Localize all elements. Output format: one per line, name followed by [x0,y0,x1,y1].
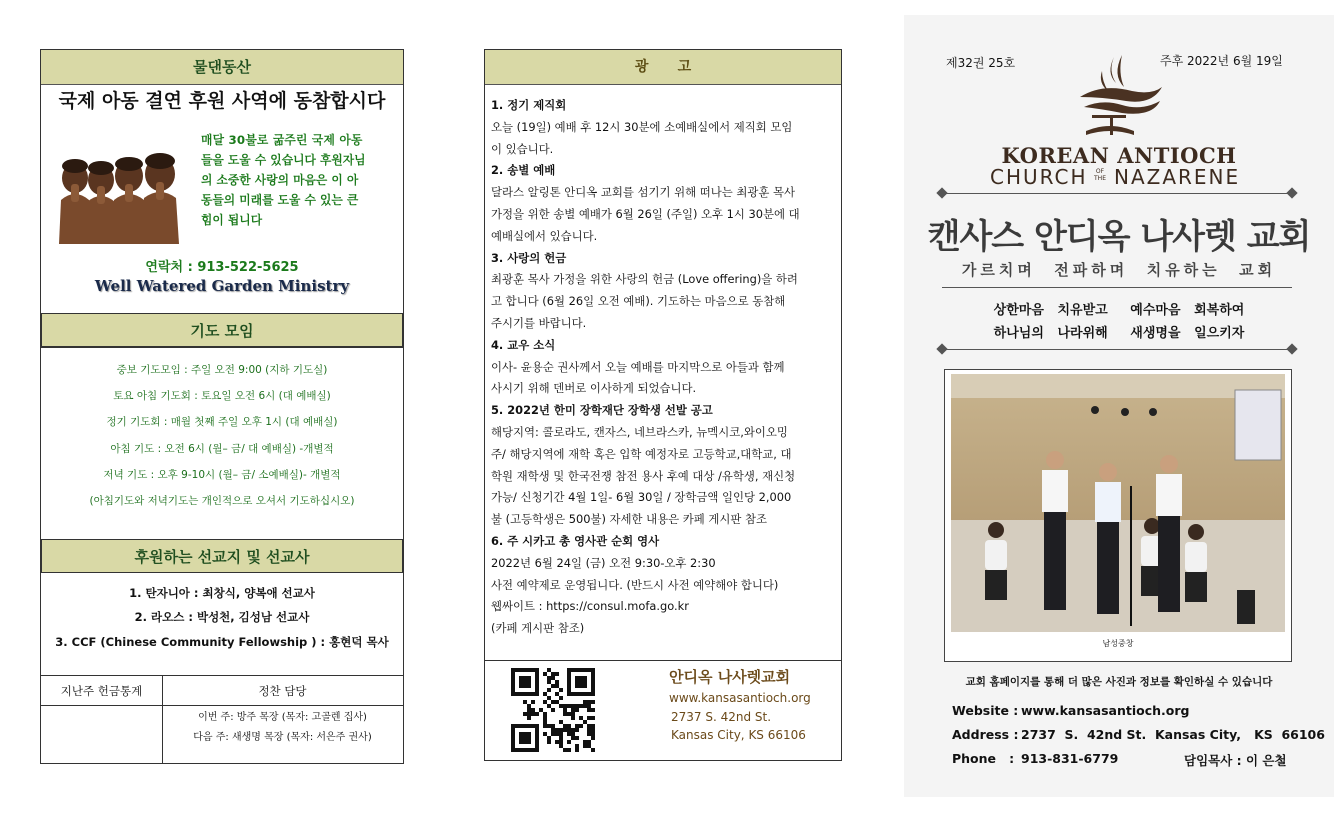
mulden-contact: 연락처 : 913-522-5625 [145,260,299,275]
mulden-desc-line: 의 소중한 사랑의 마음은 이 아 [201,173,359,187]
logo-text-nazarene: NAZARENE [1114,165,1241,189]
table-row-divider [41,705,403,706]
website-label: Website : [952,703,1019,718]
mulden-description [201,130,397,230]
announcement-text: 주/ 해당지역에 재학 혹은 입학 예정자로 고등학교,대학교, 대 [491,446,792,461]
choir-photo-frame [944,369,1292,662]
announcement-text: 고 합니다 (6월 26일 오전 예배). 기도하는 마음으로 동참해 [491,294,786,309]
church-website-footer: www.kansasantioch.org [669,691,811,705]
address-label: Address : [952,727,1019,742]
ministry-name: Well Watered Garden Ministry [94,277,350,295]
announcement-text: 가능/ 신청기간 4월 1일- 6월 30일 / 장학금액 일인당 2,000 [491,490,792,505]
mission-item: 1. 탄자니아 : 최창식, 양복애 선교사 [129,586,315,600]
logo-text-ofthe: OF THE [1094,168,1106,182]
volume-number: 제32권 25호 [946,56,1016,70]
cover-panel [904,15,1334,797]
choir-photo [945,370,1291,661]
ornament-diamond [936,343,947,354]
prayer-item: 중보 기도모임 : 주일 오전 9:00 (지하 기도실) [116,364,328,376]
logo-text-line1: KOREAN ANTIOCH [1001,143,1237,168]
photo-caption: 남성중창 [1102,639,1134,648]
prayer-item: (아침기도와 저녁기도는 개인적으로 오셔서 기도하십시오) [89,495,355,507]
ornament-diamond [1286,187,1297,198]
announcement-heading: 4. 교우 소식 [491,337,556,352]
announcement-text: 오늘 (19일) 예배 후 12시 30분에 소예배실에서 제직회 모임 [491,119,793,134]
divider [942,287,1292,288]
address-value: 2737 S. 42nd St. Kansas City, KS 66106 [1021,727,1325,742]
announcement-text: (카페 게시판 참조) [491,621,585,636]
church-street-footer: 2737 S. 42nd St. [671,710,772,724]
motto-line2: 하나님의 나라위해 새생명을 일으키자 [993,326,1245,341]
announcement-text: 예배실에서 있습니다. [491,228,598,243]
announcement-heading: 6. 주 시카고 총 영사관 순회 영사 [491,534,660,548]
left-panel [40,49,404,764]
website-value: www.kansasantioch.org [1021,703,1190,718]
mission-item: 3. CCF (Chinese Community Fellowship ) : 홍현덕 목사 [55,635,389,649]
announcement-text: 해당지역: 콜로라도, 캔자스, 네브라스카, 뉴멕시코,와이오밍 [491,425,788,439]
announcement-heading: 5. 2022년 한미 장학재단 장학생 선발 공고 [491,403,713,418]
announcement-text: 가정을 위한 송별 예배가 6월 26일 (주일) 오후 1시 30분에 대 [491,207,800,221]
announcement-heading: 2. 송별 예배 [491,163,556,178]
ornament-divider [942,193,1292,194]
children-praying-photo [57,140,185,244]
announcement-text: 학원 재학생 및 한국전쟁 참전 용사 후예 대상 /유학생, 재신청 [491,468,796,483]
church-logo-icon [1062,53,1172,139]
announcement-text: 사시기 위해 덴버로 이사하게 되었습니다. [491,381,697,396]
announcement-text: 달라스 알링톤 안디옥 교회를 섬기기 위해 떠나는 최광훈 목사 [491,185,796,200]
announcement-heading: 1. 정기 제직회 [491,98,567,112]
church-tagline: 가르치며 전파하며 치유하는 교회 [961,261,1277,279]
mulden-desc-line: 동들의 미래를 도울 수 있는 큰 [201,193,359,207]
church-city-footer: Kansas City, KS 66106 [671,728,806,742]
divider [485,660,841,661]
announcement-text: 불 (고등학생은 500불) 자세한 내용은 카페 게시판 참조 [491,512,768,527]
mulden-desc-line: 매달 30불로 굶주린 국제 아동 [201,133,363,147]
announcements-header: 광 고 [485,50,841,85]
divider [942,349,1292,350]
announcement-text: 사전 예약제로 운영됩니다. (반드시 사전 예약해야 합니다) [491,577,779,592]
mulden-header: 물댄동산 [41,50,403,85]
prayer-item: 토요 아침 기도회 : 토요일 오전 6시 (대 예배실) [113,390,331,402]
offering-table [41,675,403,764]
church-name-footer: 안디옥 나사렛교회 [669,668,791,686]
announcement-text: 주시기를 바랍니다. [491,316,587,330]
table-header-offering: 지난주 헌금통계 [60,684,143,698]
announcement-text: 이사- 윤용순 권사께서 오늘 예배를 마지막으로 아들과 함께 [491,359,785,374]
qr-code [511,668,595,752]
table-header-meal: 정찬 담당 [258,684,307,698]
church-title-korean: 캔사스 안디옥 나사렛 교회 [927,217,1311,257]
phone-value: 913-831-6779 [1021,751,1119,766]
mission-item: 2. 라오스 : 박성천, 김성남 선교사 [134,610,310,624]
logo-text-church: CHURCH [990,165,1088,189]
mulden-desc-line: 힘이 됩니다 [201,213,263,227]
announcement-text: 2022년 6월 24일 (금) 오전 9:30-오후 2:30 [491,555,716,570]
announcement-text: 웹싸이트 : https://consul.mofa.go.kr [491,599,689,614]
announcement-heading: 3. 사랑의 헌금 [491,250,567,265]
mulden-desc-line: 들을 도울 수 있습니다 후원자님 [201,153,366,167]
announcements-panel [484,49,842,761]
mulden-headline: 국제 아동 결연 후원 사역에 동참합시다 [58,90,386,112]
table-cell-this-week: 이번 주: 방주 목장 (목자: 고골렌 집사) [198,712,367,723]
issue-date: 주후 2022년 6월 19일 [1160,54,1283,68]
ornament-diamond [936,187,947,198]
phone-label: Phone : [952,751,1015,766]
missions-header: 후원하는 선교지 및 선교사 [41,539,403,573]
table-cell-next-week: 다음 주: 새생명 목장 (목자: 서은주 권사) [193,732,372,743]
prayer-item: 정기 기도회 : 매월 첫째 주일 오후 1시 (대 예배실) [106,416,338,428]
divider [41,347,403,348]
prayer-item: 아침 기도 : 오전 6시 (월– 금/ 대 예배실) -개별적 [110,443,334,455]
prayer-item: 저녁 기도 : 오후 9-10시 (월– 금/ 소예배실)- 개별적 [103,469,341,481]
announcement-text: 최광훈 목사 가정을 위한 사랑의 헌금 (Love offering)을 하려 [491,272,798,287]
announcement-text: 이 있습니다. [491,141,554,156]
senior-pastor: 담임목사 : 이 은철 [1184,753,1287,768]
prayer-header: 기도 모임 [41,313,403,347]
homepage-note: 교회 홈페이지를 통해 더 많은 사진과 정보를 확인하실 수 있습니다 [965,676,1273,688]
motto-line1: 상한마음 치유받고 예수마음 회복하여 [993,303,1245,318]
ornament-diamond [1286,343,1297,354]
